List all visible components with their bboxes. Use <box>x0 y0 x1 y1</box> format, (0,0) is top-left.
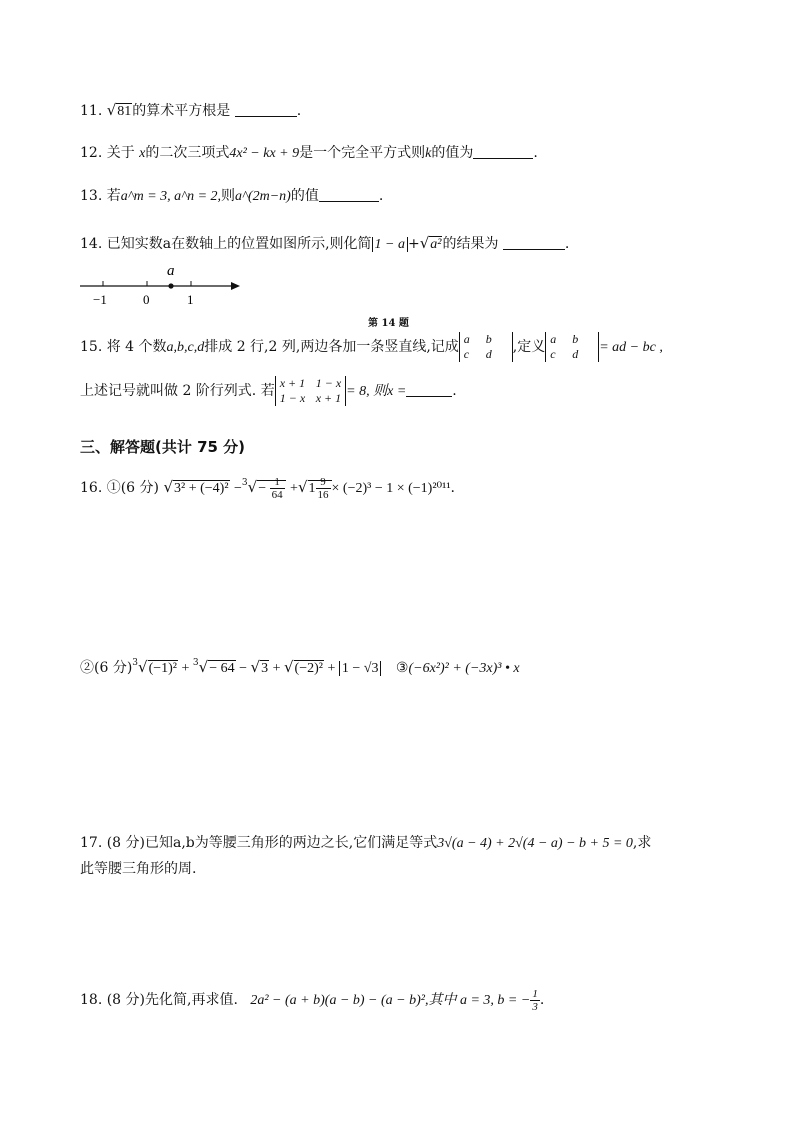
q12-expression: 4x² − kx + 9 <box>229 146 300 161</box>
q15-answer-blank[interactable] <box>406 382 452 397</box>
determinant-definition: a b c d <box>545 332 599 362</box>
arrow-right-icon <box>231 282 240 290</box>
q11-answer-blank[interactable] <box>235 102 297 117</box>
q13-expression: a^(2m−n) <box>235 189 291 204</box>
tick-label-neg1: −1 <box>93 292 107 307</box>
question-16-part1: 16. ①(6 分) √3² + (−4)² −$^3$√− $\frac{1}{64}$ +√1 $\frac{9}{16}$ × (−2)³ − 1 × (−1)²⁰¹¹. <box>80 476 455 502</box>
figure-caption: 第 14 题 <box>368 318 409 329</box>
q17-equation: 3√(a − 4) + 2√(4 − a) − b + 5 = 0 <box>437 836 633 851</box>
q12-answer-blank[interactable] <box>473 144 533 159</box>
section-title: 三、解答题(共计 75 分) <box>80 438 246 456</box>
question-14: 14. 已知实数a在数轴上的位置如图所示,则化简 1 − a +√a²的结果为 . <box>80 234 570 252</box>
tick-label-0: 0 <box>143 292 150 307</box>
sqrt-icon: √ <box>163 478 174 496</box>
q13-answer-blank[interactable] <box>319 187 379 202</box>
sqrt-icon: √ <box>297 478 308 496</box>
sqrt-icon: √ <box>283 658 294 676</box>
q14-text: 已知实数a在数轴上的位置如图所示,则化简 <box>106 236 372 252</box>
cube-root-icon: √ <box>247 478 258 496</box>
q16-part3-expression: (−6x²)² + (−3x)³ • x <box>408 661 520 676</box>
question-13: 13. 若a^m = 3, a^n = 2,则a^(2m−n)的值 . <box>80 188 384 204</box>
point-a <box>168 283 173 288</box>
q11-radicand: 81 <box>117 104 132 119</box>
determinant-notation: a b c d <box>459 332 513 362</box>
question-12: 12. 关于 x的二次三项式4x² − kx + 9是一个完全平方式则k的值为 . <box>80 145 538 161</box>
number-line-figure <box>78 258 248 308</box>
cube-root-icon: √ <box>198 658 209 676</box>
sqrt-icon: √ <box>250 658 261 676</box>
sqrt-icon: √ <box>106 101 117 119</box>
q11-text: 的算术平方根是 <box>132 103 231 119</box>
sqrt-icon: √ <box>419 234 430 252</box>
question-16-part2: ②(6 分)$^3$√(−1)² + $^3$√− 64 − √3 + √(−2)² + 1 − √3 ③(−6x²)² + (−3x)³ • x <box>80 658 520 676</box>
question-17: 17. (8 分)已知a,b为等腰三角形的两边之长,它们满足等式3√(a − 4) + 2√(4 − a) − b + 5 = 0,求 <box>80 835 652 851</box>
cube-root-icon: √ <box>138 658 148 676</box>
point-a-label: a <box>167 263 175 279</box>
q18-expression: 2a² − (a + b)(a − b) − (a − b)², <box>250 993 429 1008</box>
q13-condition: a^m = 3, a^n = 2, <box>120 189 222 204</box>
question-17-line2: 此等腰三角形的周. <box>80 861 197 877</box>
tick-label-1: 1 <box>187 292 194 307</box>
q14-answer-blank[interactable] <box>503 235 565 250</box>
q14-abs-expr: 1 − a <box>372 237 408 252</box>
question-15-line2: 上述记号就叫做 2 阶行列式. 若 x + 1 1 − x 1 − x x + 1 = 8, 则x = . <box>80 376 457 405</box>
question-11: 11. √81的算术平方根是 . <box>80 101 302 119</box>
determinant-equation: x + 1 1 − x 1 − x x + 1 <box>275 376 346 406</box>
q11-number: 11. <box>80 103 103 119</box>
question-15: 15. 将 4 个数a,b,c,d排成 2 行,2 列,两边各加一条竖直线,记成 a b c d ,定义 a b c d = ad − bc , <box>80 332 663 361</box>
question-18: 18. (8 分)先化简,再求值. 2a² − (a + b)(a − b) − (a − b)²,其中 a = 3, b = − $\frac{1}{3}$ . <box>80 987 545 1013</box>
